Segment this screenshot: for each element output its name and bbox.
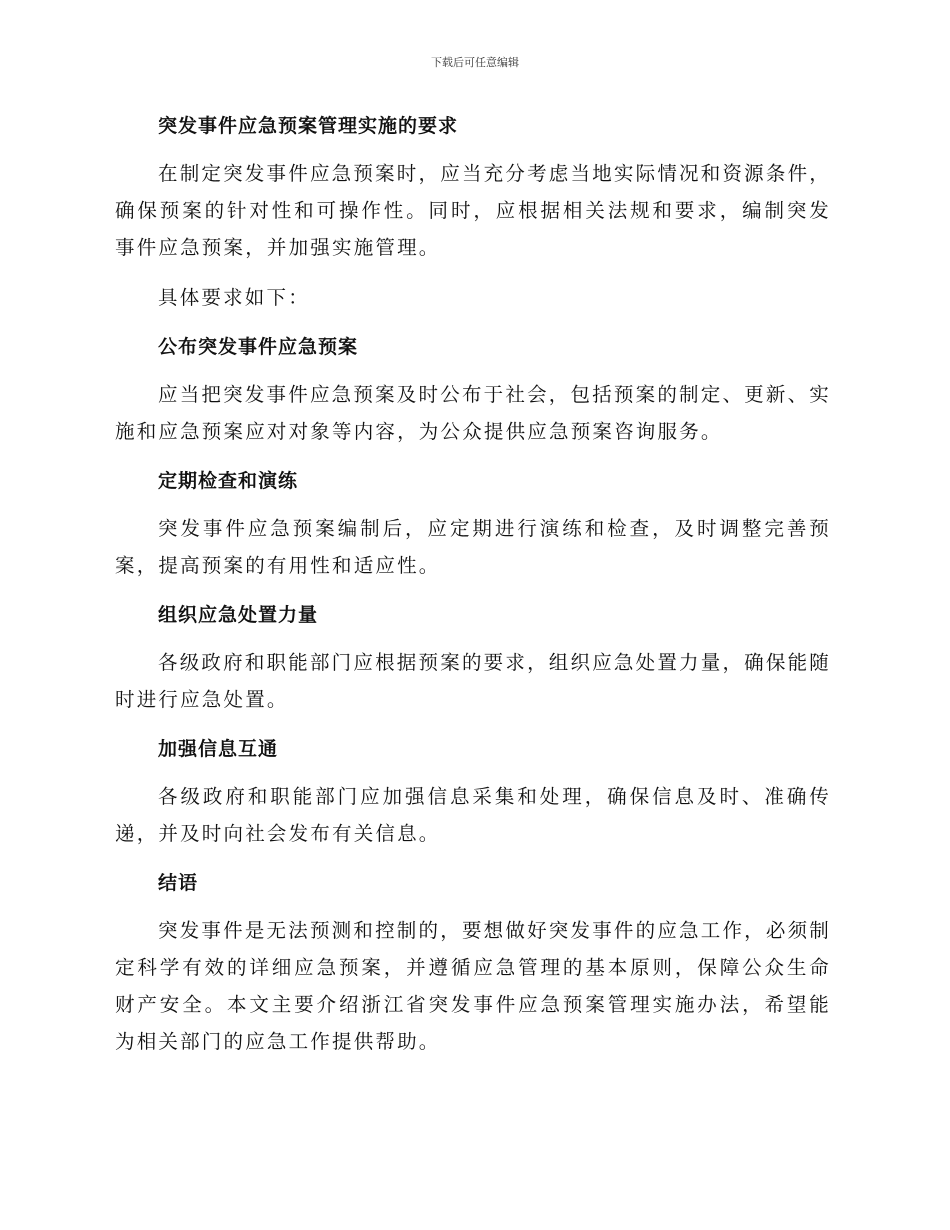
document-body	[115, 108, 831, 1060]
paragraph-drills: 突发事件应急预案编制后，应定期进行演练和检查，及时调整完善预案，提高预案的有用性和适应性。	[115, 517, 831, 577]
paragraph-conclusion: 突发事件是无法预测和控制的，要想做好突发事件的应急工作，必须制定科学有效的详细应急预案，并遵循应急管理的基本原则，保障公众生命财产安全。本文主要介绍浙江省突发事件应急预案管理实施办法，希望能为相关部门的应急工作提供帮助。	[115, 919, 831, 1053]
section-heading-drills: 定期检查和演练	[158, 470, 299, 492]
section-heading-conclusion: 结语	[158, 872, 199, 894]
paragraph-requirements-intro: 在制定突发事件应急预案时，应当充分考虑当地实际情况和资源条件，确保预案的针对性和可操作性。同时，应根据相关法规和要求，编制突发事件应急预案，并加强实施管理。	[115, 162, 831, 259]
section-heading-publish: 公布突发事件应急预案	[158, 336, 359, 358]
section-heading-response-forces: 组织应急处置力量	[158, 604, 319, 626]
section-heading-requirements: 突发事件应急预案管理实施的要求	[158, 115, 459, 137]
paragraph-publish: 应当把突发事件应急预案及时公布于社会，包括预案的制定、更新、实施和应急预案应对对象等内容，为公众提供应急预案咨询服务。	[115, 383, 831, 443]
paragraph-requirements-list-intro: 具体要求如下：	[158, 286, 310, 309]
paragraph-response-forces: 各级政府和职能部门应根据预案的要求，组织应急处置力量，确保能随时进行应急处置。	[115, 651, 831, 711]
section-heading-information: 加强信息互通	[158, 738, 279, 760]
paragraph-information: 各级政府和职能部门应加强信息采集和处理，确保信息及时、准确传递，并及时向社会发布有关信息。	[115, 785, 831, 845]
running-header: 下载后可任意编辑	[431, 56, 519, 69]
